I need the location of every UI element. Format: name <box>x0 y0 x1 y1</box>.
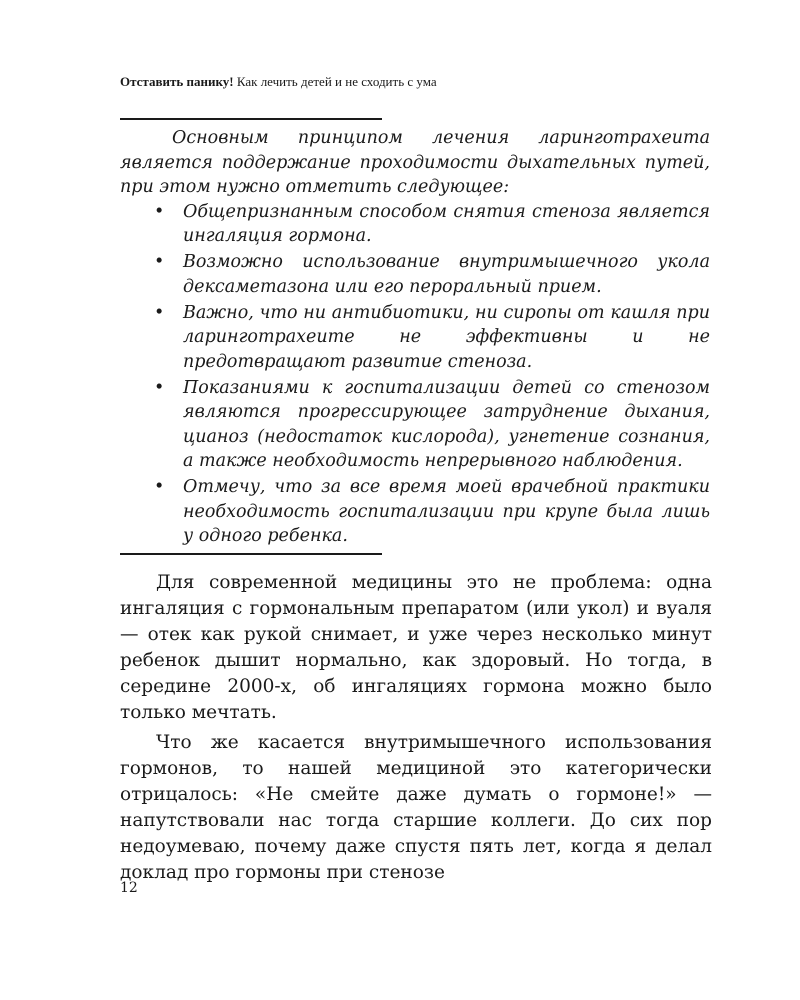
bullet-icon: • <box>154 201 165 222</box>
book-subtitle: Как лечить детей и не сходить с ума <box>236 74 437 89</box>
list-item-text: Отмечу, что за все время моей врачебной практики необходимость госпитализации при крупе была лишь у одного ребенка. <box>183 477 710 546</box>
list-item-text: Показаниями к госпитализации детей со стенозом являются прогрессирующее затруднение дыхания, цианоз (недостаток кислорода), угнетение сознания, а также необходимость непрерывного наблюдения. <box>183 377 710 471</box>
sidebar-bottom-rule <box>120 553 382 555</box>
main-text <box>120 570 712 890</box>
paragraph: Для современной медицины это не проблема: одна ингаляция с гормональным препаратом (или укол) и вуаля — отек как рукой снимает, и уже через несколько минут ребенок дышит нормально, как здоровый. Но тогда, в середине 2000-х, об ингаляциях гормона можно было только мечтать. <box>120 572 712 723</box>
sidebar-top-rule <box>120 118 382 120</box>
list-item <box>120 301 710 375</box>
bullet-icon: • <box>154 477 165 497</box>
running-header <box>120 74 437 90</box>
list-item <box>120 376 710 474</box>
list-item-text: Возможно использование внутримышечного укола дексаметазона или его пероральный прием. <box>183 252 710 297</box>
bullet-icon: • <box>154 302 165 323</box>
list-item <box>120 475 710 549</box>
list-item <box>120 200 710 249</box>
paragraph: Что же касается внутримышечного использования гормонов, то нашей медициной это категорически отрицалось: «Не смейте даже думать о гормоне!» — напутствовали нас тогда старшие коллеги. До сих пор недоумеваю, почему даже спустя пять лет, когда я делал доклад про гормоны при стенозе <box>120 732 712 883</box>
sidebar-list <box>120 200 710 549</box>
list-item-text: Общепризнанным способом снятия стеноза является ингаляция гормона. <box>183 201 710 246</box>
sidebar-intro: Основным принципом лечения ларинготрахеита является поддержание проходимости дыхательных путей, при этом нужно отметить следующее: <box>120 128 710 197</box>
bullet-icon: • <box>154 252 165 272</box>
list-item-text: Важно, что ни антибиотики, ни сиропы от кашля при ларинготрахеите не эффективны и не предотвращают развитие стеноза. <box>183 302 710 372</box>
book-title: Отставить панику! <box>120 74 234 89</box>
sidebar-box <box>120 126 710 550</box>
list-item <box>120 250 710 299</box>
page-number: 12 <box>120 880 138 896</box>
bullet-icon: • <box>154 377 165 398</box>
